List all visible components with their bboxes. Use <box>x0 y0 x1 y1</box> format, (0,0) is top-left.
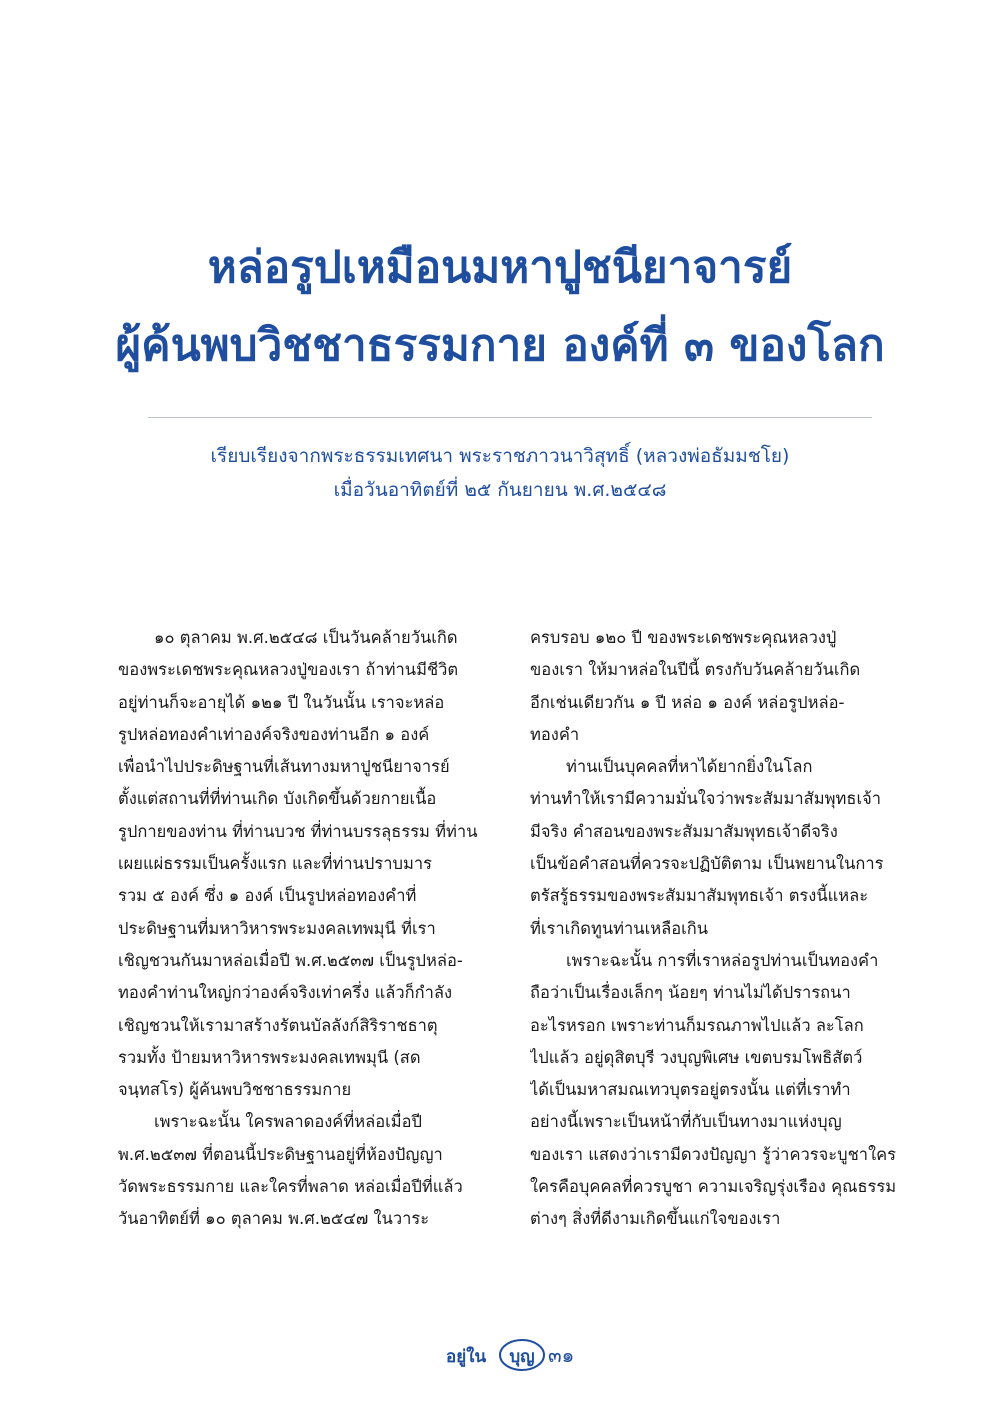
text-line: อย่างนี้เพราะเป็นหน้าที่กับเป็นทางมาแห่งบุญ <box>530 1112 842 1132</box>
text-line: ตั้งแต่สถานที่ที่ท่านเกิด บังเกิดขึ้นด้วยกายเนื้อ <box>118 789 437 809</box>
text-line: ของพระเดชพระคุณหลวงปู่ของเรา ถ้าท่านมีชีวิต <box>118 660 459 680</box>
page-footer <box>0 1335 1000 1375</box>
text-line: รูปกายของท่าน ที่ท่านบวช ที่ท่านบรรลุธรรม ที่ท่าน <box>118 821 478 841</box>
text-line: ท่านเป็นบุคคลที่หาได้ยากยิ่งในโลก <box>566 757 813 777</box>
text-line: ทองคำ <box>530 724 580 744</box>
text-line: เชิญชวนกันมาหล่อเมื่อปี พ.ศ.๒๕๓๗ เป็นรูปหล่อ- <box>118 950 463 970</box>
title-divider <box>148 417 872 418</box>
text-line: ครบรอบ ๑๒๐ ปี ของพระเดชพระคุณหลวงปู่ <box>530 628 837 647</box>
text-line: ใครคือบุคคลที่ควรบูชา ความเจริญรุ่งเรือง คุณธรรม <box>530 1177 897 1197</box>
text-line: อีกเช่นเดียวกัน ๑ ปี หล่อ ๑ องค์ หล่อรูปหล่อ- <box>530 692 845 712</box>
text-line: รูปหล่อทองคำเท่าองค์จริงของท่านอีก ๑ องค์ <box>118 724 430 744</box>
body-column-left <box>118 622 502 1236</box>
text-line: เพราะฉะนั้น การที่เราหล่อรูปท่านเป็นทองคำ <box>566 950 879 970</box>
text-line: เผยแผ่ธรรมเป็นครั้งแรก และที่ท่านปราบมาร <box>118 854 433 874</box>
text-line: อะไรหรอก เพราะท่านก็มรณภาพไปแล้ว ละโลก <box>530 1015 864 1035</box>
text-line: ของเรา แสดงว่าเรามีดวงปัญญา รู้ว่าควรจะบูชาใคร <box>530 1144 897 1164</box>
text-line: ท่านทำให้เรามีความมั่นใจว่าพระสัมมาสัมพุทธเจ้า <box>530 789 882 809</box>
text-line: ๑๐ ตุลาคม พ.ศ.๒๕๔๘ เป็นวันคล้ายวันเกิด <box>154 628 458 647</box>
magazine-logo <box>442 1335 552 1375</box>
article-title-line-2: ผู้ค้นพบวิชชาธรรมกาย องค์ที่ ๓ ของโลก <box>115 320 885 371</box>
body-column-right <box>530 622 914 1236</box>
logo-text-2: บุญ <box>509 1347 535 1367</box>
text-line: ถือว่าเป็นเรื่องเล็กๆ น้อยๆ ท่านไม่ได้ปรารถนา <box>530 983 851 1003</box>
article-source-line: เรียบเรียงจากพระธรรมเทศนา พระราชภาวนาวิสุทธิ์ (หลวงพ่อธัมมชโย) <box>210 445 790 467</box>
text-line: ได้เป็นมหาสมณเทวบุตรอยู่ตรงนั้น แต่ที่เราทำ <box>530 1080 851 1100</box>
text-line: พ.ศ.๒๕๓๗ ที่ตอนนี้ประดิษฐานอยู่ที่ห้องปัญญา <box>118 1144 443 1164</box>
text-line: มีจริง คำสอนของพระสัมมาสัมพุทธเจ้าดีจริง <box>530 821 838 841</box>
text-line: รวม ๕ องค์ ซึ่ง ๑ องค์ เป็นรูปหล่อทองคำที่ <box>118 886 417 906</box>
text-line: วัดพระธรรมกาย และใครที่พลาด หล่อเมื่อปีที่แล้ว <box>118 1177 463 1197</box>
page-number: ๓๑ <box>548 1343 575 1367</box>
text-line: เป็นข้อคำสอนที่ควรจะปฏิบัติตาม เป็นพยานในการ <box>530 854 884 874</box>
logo-text-1: อยู่ใน <box>446 1347 487 1367</box>
text-line: เชิญชวนให้เรามาสร้างรัตนบัลลังก์สิริราชธาตุ <box>118 1015 438 1035</box>
text-line: ประดิษฐานที่มหาวิหารพระมงคลเทพมุนี ที่เรา <box>118 918 436 938</box>
text-line: เพราะฉะนั้น ใครพลาดองค์ที่หล่อเมื่อปี <box>154 1112 423 1132</box>
text-line: รวมทั้ง ป้ายมหาวิหารพระมงคลเทพมุนี (สด <box>118 1047 421 1067</box>
text-line: เพื่อนำไปประดิษฐานที่เส้นทางมหาปูชนียาจารย์ <box>118 757 450 777</box>
text-line: ไปแล้ว อยู่ดุสิตบุรี วงบุญพิเศษ เขตบรมโพธิสัตว์ <box>530 1047 863 1067</box>
text-line: วันอาทิตย์ที่ ๑๐ ตุลาคม พ.ศ.๒๕๔๗ ในวาระ <box>118 1209 430 1229</box>
text-line: จนฺทสโร) ผู้ค้นพบวิชชาธรรมกาย <box>118 1080 352 1100</box>
text-line: ตรัสรู้ธรรมของพระสัมมาสัมพุทธเจ้า ตรงนี้แหละ <box>530 886 869 906</box>
article-date-line: เมื่อวันอาทิตย์ที่ ๒๕ กันยายน พ.ศ.๒๕๔๘ <box>333 479 667 501</box>
text-line: ของเรา ให้มาหล่อในปีนี้ ตรงกับวันคล้ายวันเกิด <box>530 660 861 680</box>
text-line: อยู่ท่านก็จะอายุได้ ๑๒๑ ปี ในวันนั้น เราจะหล่อ <box>118 692 445 712</box>
article-title-line-1: หล่อรูปเหมือนมหาปูชนียาจารย์ <box>207 242 793 293</box>
text-line: ต่างๆ สิ่งที่ดีงามเกิดขึ้นแก่ใจของเรา <box>530 1209 781 1229</box>
text-line: ทองคำท่านใหญ่กว่าองค์จริงเท่าครึ่ง แล้วก็กำลัง <box>118 983 453 1003</box>
text-line: ที่เราเกิดทูนท่านเหลือเกิน <box>530 918 709 938</box>
